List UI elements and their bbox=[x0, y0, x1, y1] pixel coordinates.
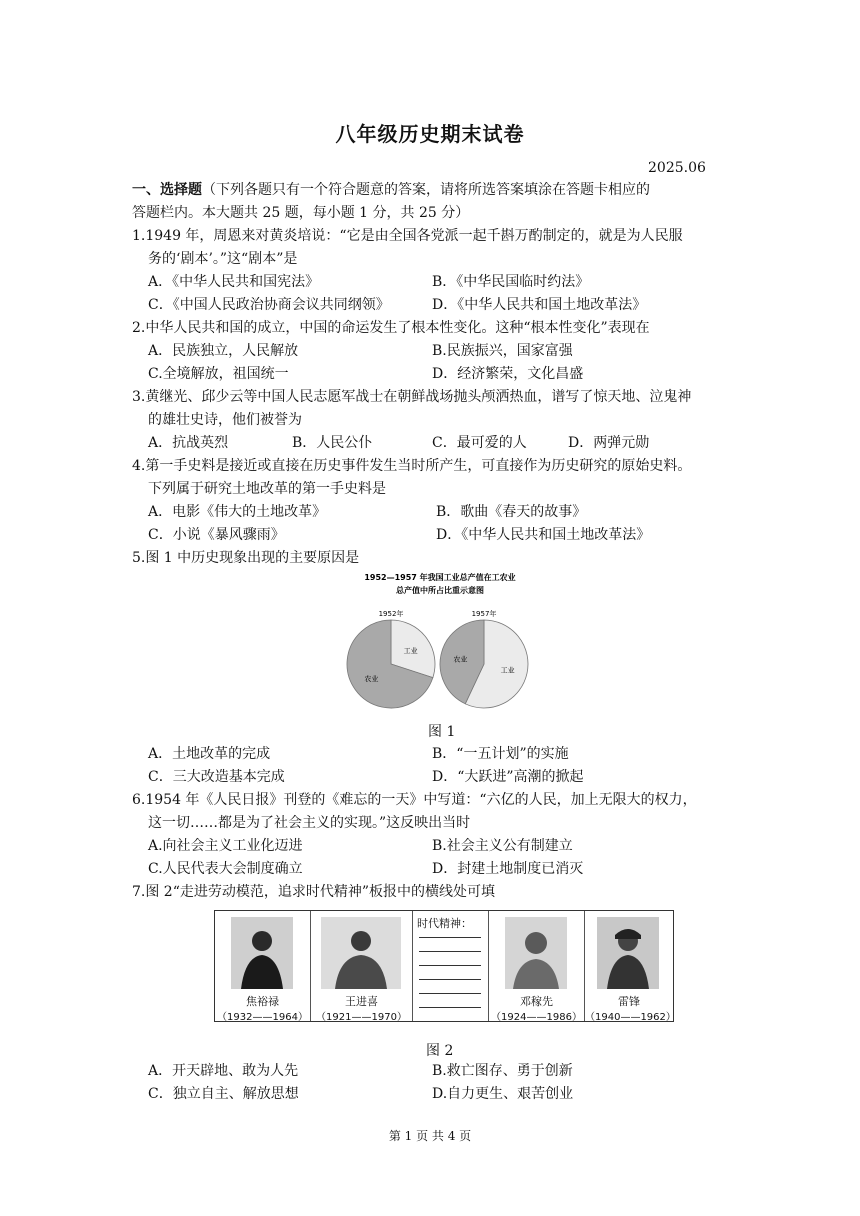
q1-option-a: A．《中华人民共和国宪法》 bbox=[148, 274, 320, 290]
pie-slice-label-industry: 工业 bbox=[500, 666, 515, 675]
pie-slice-label-agriculture: 农业 bbox=[453, 655, 468, 664]
q6-option-b: B.社会主义公有制建立 bbox=[432, 838, 573, 854]
q6-stem: 6.1954 年《人民日报》刊登的《难忘的一天》中写道：“六亿的人民，加上无限大的权力， bbox=[132, 792, 697, 808]
q4-option-a: A．电影《伟大的土地改革》 bbox=[148, 504, 327, 520]
section-instruction-line-2: 答题栏内。本大题共 25 题，每小题 1 分，共 25 分） bbox=[132, 205, 470, 221]
q4-option-b: B．歌曲《春天的故事》 bbox=[436, 504, 587, 520]
blank-line bbox=[419, 993, 481, 994]
q3-option-b: B．人民公仆 bbox=[292, 435, 373, 451]
q2-stem: 2.中华人民共和国的成立，中国的命运发生了根本性变化。这种“根本性变化”表现在 bbox=[132, 320, 650, 336]
portrait-photo bbox=[321, 917, 401, 989]
q3-option-c: C．最可爱的人 bbox=[432, 435, 527, 451]
figure-2-caption: 图 2 bbox=[426, 1043, 454, 1059]
q3-stem: 3.黄继光、邱少云等中国人民志愿军战士在朝鲜战场抛头颅洒热血，谱写了惊天地、泣鬼神 bbox=[132, 389, 692, 405]
figure-1-pie-charts bbox=[340, 568, 540, 716]
q1-stem-cont: 务的‘剧本’。”这“剧本”是 bbox=[148, 251, 298, 267]
portrait-photo bbox=[231, 917, 293, 989]
q7-option-d: D.自力更生、艰苦创业 bbox=[432, 1086, 574, 1102]
q7-stem: 7.图 2“走进劳动模范，追求时代精神”板报中的横线处可填 bbox=[132, 884, 496, 900]
portrait-photo bbox=[597, 917, 659, 989]
exam-date: 2025.06 bbox=[648, 160, 706, 176]
person-name: 雷锋 bbox=[618, 995, 640, 1008]
q3-stem-cont: 的雄壮史诗，他们被誉为 bbox=[148, 412, 302, 428]
figure-1-caption: 图 1 bbox=[428, 724, 456, 740]
q5-option-c: C．三大改造基本完成 bbox=[148, 769, 285, 785]
spirit-label: 时代精神： bbox=[417, 917, 472, 930]
person-name: 焦裕禄 bbox=[246, 995, 279, 1008]
person-years: （1932——1964） bbox=[217, 1012, 308, 1023]
q4-stem-cont: 下列属于研究土地改革的第一手史料是 bbox=[148, 481, 386, 497]
board-person-1 bbox=[215, 911, 311, 1021]
q4-option-d: D．《中华人民共和国土地改革法》 bbox=[436, 527, 651, 543]
figure-1-title-line-2: 总产值中所占比重示意图 bbox=[396, 586, 484, 595]
q3-option-a: A．抗战英烈 bbox=[148, 435, 229, 451]
person-name: 邓稼先 bbox=[520, 995, 553, 1008]
blank-line bbox=[419, 937, 481, 938]
q2-option-b: B.民族振兴，国家富强 bbox=[432, 343, 573, 359]
q6-option-a: A.向社会主义工业化迈进 bbox=[148, 838, 303, 854]
page-title: 八年级历史期末试卷 bbox=[335, 122, 525, 146]
blank-line bbox=[419, 1007, 481, 1008]
q3-option-d: D．两弹元勋 bbox=[568, 435, 650, 451]
q2-option-d: D．经济繁荣，文化昌盛 bbox=[432, 366, 584, 382]
section-instruction-line-1: 一、选择题（下列各题只有一个符合题意的答案，请将所选答案填涂在答题卡相应的 bbox=[132, 182, 650, 198]
q7-option-a: A．开天辟地、敢为人先 bbox=[148, 1063, 299, 1079]
q4-stem: 4.第一手史料是接近或直接在历史事件发生当时所产生，可直接作为历史研究的原始史料。 bbox=[132, 458, 692, 474]
q2-option-a: A．民族独立，人民解放 bbox=[148, 343, 299, 359]
person-years: （1940——1962） bbox=[585, 1012, 676, 1023]
person-years: （1924——1986） bbox=[491, 1012, 582, 1023]
q4-option-c: C．小说《暴风骤雨》 bbox=[148, 527, 285, 543]
board-person-4 bbox=[585, 911, 676, 1023]
figure-2-board bbox=[214, 910, 674, 1022]
q5-stem: 5.图 1 中历史现象出现的主要原因是 bbox=[132, 550, 360, 566]
blank-line bbox=[419, 965, 481, 966]
blank-line bbox=[419, 979, 481, 980]
pie-year-label: 1957年 bbox=[471, 610, 497, 618]
q7-option-c: C．独立自主、解放思想 bbox=[148, 1086, 299, 1102]
q6-option-c: C.人民代表大会制度确立 bbox=[148, 861, 303, 877]
figure-1-title-line-1: 1952—1957 年我国工业总产值在工农业 bbox=[364, 573, 516, 582]
pie-slice-label-agriculture: 农业 bbox=[364, 675, 379, 684]
pie-slice-label-industry: 工业 bbox=[403, 646, 418, 655]
q7-option-b: B.救亡图存、勇于创新 bbox=[432, 1063, 573, 1079]
blank-line bbox=[419, 951, 481, 952]
q1-stem: 1.1949 年，周恩来对黄炎培说：“它是由全国各党派一起千斟万酌制定的，就是为人民服 bbox=[132, 228, 683, 244]
page-footer: 第 1 页 共 4 页 bbox=[388, 1129, 472, 1143]
q5-option-a: A．土地改革的完成 bbox=[148, 746, 271, 762]
board-spirit-blank bbox=[413, 911, 489, 1021]
person-name: 王进喜 bbox=[345, 995, 378, 1008]
board-person-2 bbox=[311, 911, 413, 1021]
portrait-photo bbox=[505, 917, 567, 989]
q5-option-b: B．“一五计划”的实施 bbox=[432, 746, 569, 762]
board-person-3 bbox=[489, 911, 585, 1021]
q1-option-b: B．《中华民国临时约法》 bbox=[432, 274, 590, 290]
pie-year-label: 1952年 bbox=[378, 610, 404, 618]
q1-option-d: D．《中华人民共和国土地改革法》 bbox=[432, 297, 647, 313]
person-years: （1921——1970） bbox=[316, 1012, 407, 1023]
q6-stem-cont: 这一切……都是为了社会主义的实现。”这反映出当时 bbox=[148, 815, 471, 831]
q5-option-d: D．“大跃进”高潮的掀起 bbox=[432, 769, 584, 785]
q2-option-c: C.全境解放，祖国统一 bbox=[148, 366, 289, 382]
q6-option-d: D．封建土地制度已消灭 bbox=[432, 861, 584, 877]
section-heading: 一、选择题 bbox=[132, 182, 202, 198]
q1-option-c: C．《中国人民政治协商会议共同纲领》 bbox=[148, 297, 390, 313]
